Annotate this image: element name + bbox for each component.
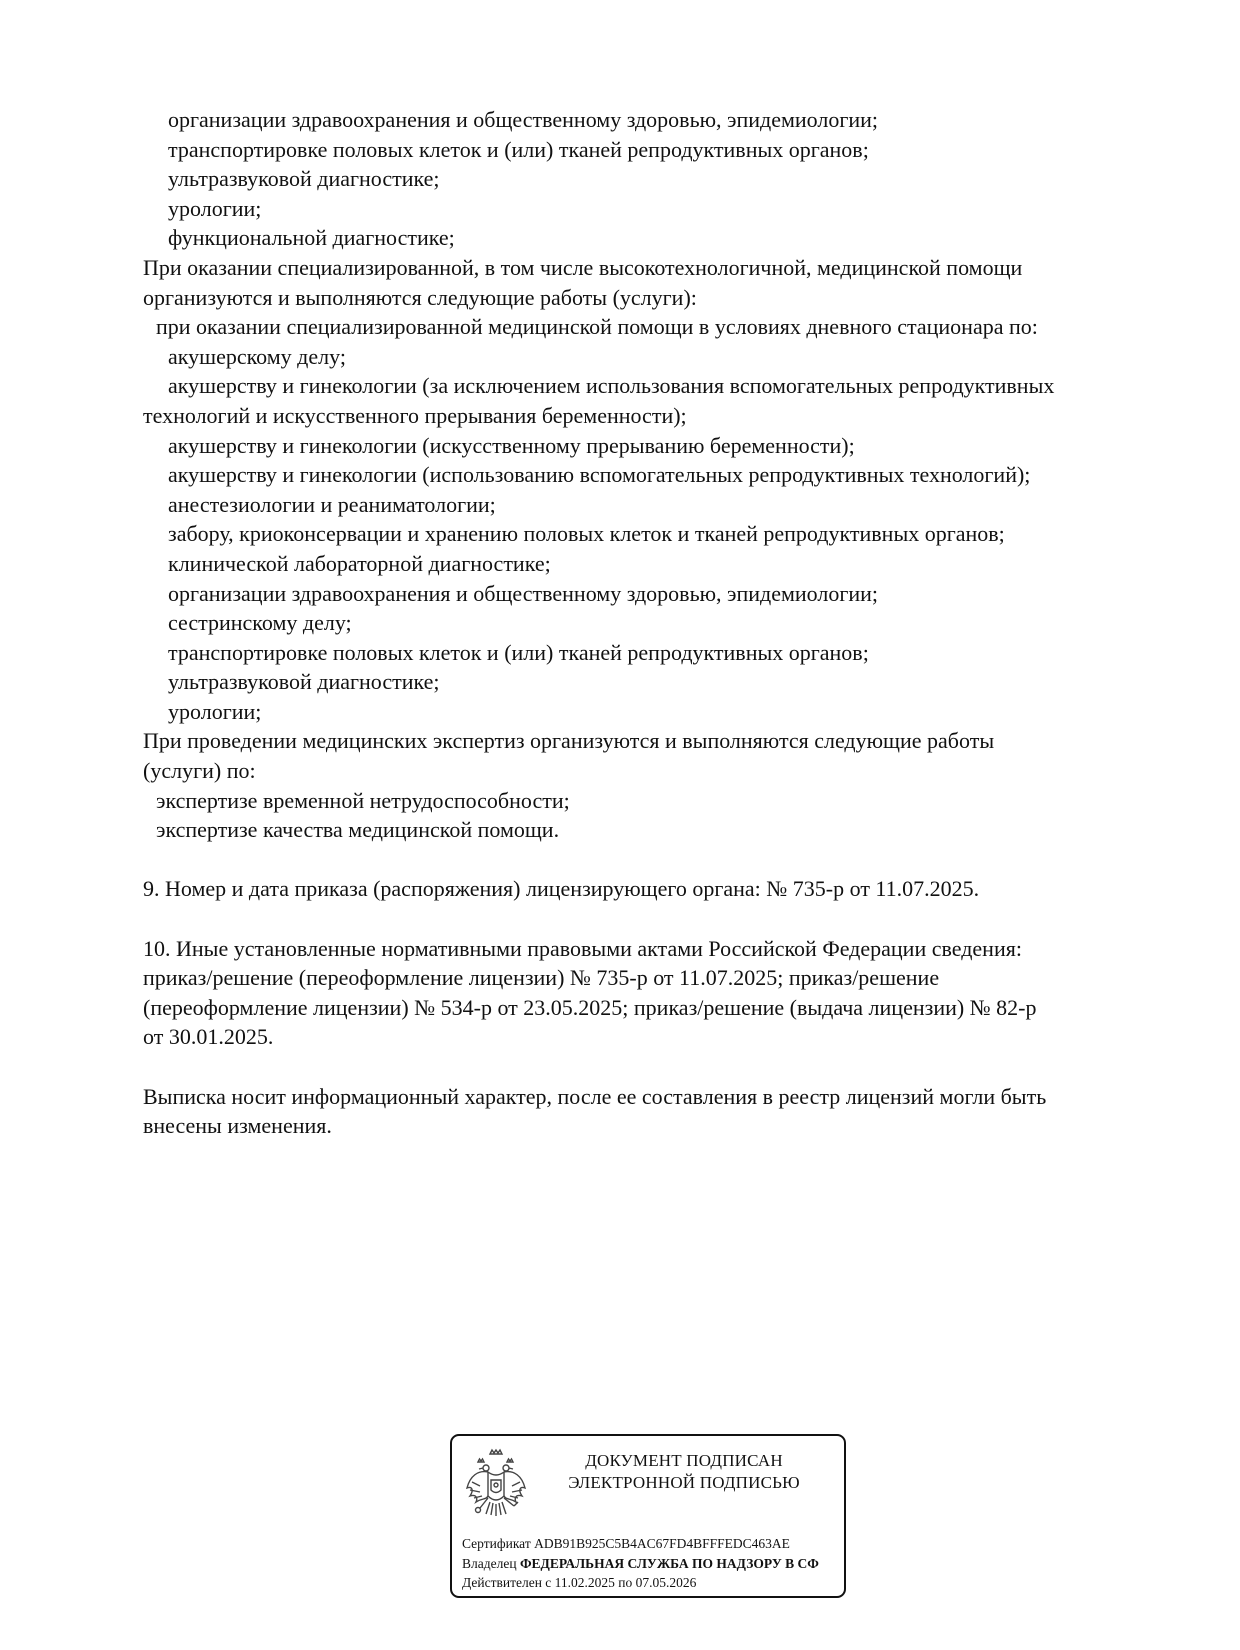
list-item: забору, криоконсервации и хранению половых клеток и тканей репродуктивных органов; <box>168 521 1005 547</box>
spacer <box>143 845 1153 875</box>
spacer <box>143 904 1153 934</box>
section-10-line: (переоформление лицензии) № 534-р от 23.05.2025; приказ/решение (выдача лицензии) № 82-р <box>143 994 1037 1020</box>
owner-label: Владелец <box>462 1555 517 1571</box>
list-item: акушерскому делу; <box>168 343 346 369</box>
spacer <box>143 1052 1153 1082</box>
section-10-line: 10. Иные установленные нормативными правовыми актами Российской Федерации сведения: <box>143 935 1022 961</box>
list-item: транспортировке половых клеток и (или) тканей репродуктивных органов; <box>168 136 869 162</box>
list-item: акушерству и гинекологии (искусственному прерыванию беременности); <box>168 432 855 458</box>
section-heading: организуются и выполняются следующие работы (услуги): <box>143 284 697 310</box>
owner-value: ФЕДЕРАЛЬНАЯ СЛУЖБА ПО НАДЗОРУ В СФ <box>519 1555 819 1571</box>
coat-of-arms-icon <box>464 1448 528 1518</box>
list-item: ультразвуковой диагностике; <box>168 669 440 695</box>
electronic-signature-stamp <box>450 1434 846 1598</box>
stamp-title-line: ДОКУМЕНТ ПОДПИСАН <box>585 1451 783 1470</box>
stamp-details <box>462 1534 819 1593</box>
stamp-title-line: ЭЛЕКТРОННОЙ ПОДПИСЬЮ <box>568 1473 800 1492</box>
stamp-title <box>544 1450 824 1494</box>
list-item-continuation: технологий и искусственного прерывания беременности); <box>143 402 687 428</box>
list-item: экспертизе качества медицинской помощи. <box>156 817 560 843</box>
list-item: ультразвуковой диагностике; <box>168 166 440 192</box>
list-item: функциональной диагностике; <box>168 225 455 251</box>
section-9: 9. Номер и дата приказа (распоряжения) лицензирующего органа: № 735-р от 11.07.2025. <box>143 876 980 902</box>
list-item: акушерству и гинекологии (использованию вспомогательных репродуктивных технологий); <box>168 462 1031 488</box>
list-item: акушерству и гинекологии (за исключением использования вспомогательных репродуктивных <box>168 373 1055 399</box>
validity-row: Действителен с 11.02.2025 по 07.05.2026 <box>462 1575 697 1590</box>
list-item: транспортировке половых клеток и (или) тканей репродуктивных органов; <box>168 639 869 665</box>
certificate-label: Сертификат <box>462 1536 531 1551</box>
section-10-line: от 30.01.2025. <box>143 1024 274 1050</box>
list-item: организации здравоохранения и общественному здоровью, эпидемиологии; <box>168 580 879 606</box>
list-item: урологии; <box>168 698 262 724</box>
owner-row <box>462 1554 819 1574</box>
list-item: урологии; <box>168 195 262 221</box>
certificate-row <box>462 1534 819 1554</box>
section-heading: При оказании специализированной, в том числе высокотехнологичной, медицинской помощи <box>143 254 1023 280</box>
certificate-value: ADB91B925C5B4AC67FD4BFFFEDC463AE <box>534 1536 790 1551</box>
list-item: клинической лабораторной диагностике; <box>168 550 551 576</box>
section-heading: (услуги) по: <box>143 758 256 784</box>
document-body <box>143 105 1153 1141</box>
disclaimer-line: внесены изменения. <box>143 1113 332 1139</box>
disclaimer-line: Выписка носит информационный характер, после ее составления в реестр лицензий могли быть <box>143 1083 1047 1109</box>
list-item: организации здравоохранения и общественному здоровью, эпидемиологии; <box>168 107 879 132</box>
section-10-line: приказ/решение (переоформление лицензии) № 735-р от 11.07.2025; приказ/решение <box>143 965 940 991</box>
sub-heading: при оказании специализированной медицинской помощи в условиях дневного стационара по: <box>156 314 1038 340</box>
list-item: анестезиологии и реаниматологии; <box>168 491 496 517</box>
list-item: экспертизе временной нетрудоспособности; <box>156 787 570 813</box>
section-heading: При проведении медицинских экспертиз организуются и выполняются следующие работы <box>143 728 995 754</box>
list-item: сестринскому делу; <box>168 610 352 636</box>
